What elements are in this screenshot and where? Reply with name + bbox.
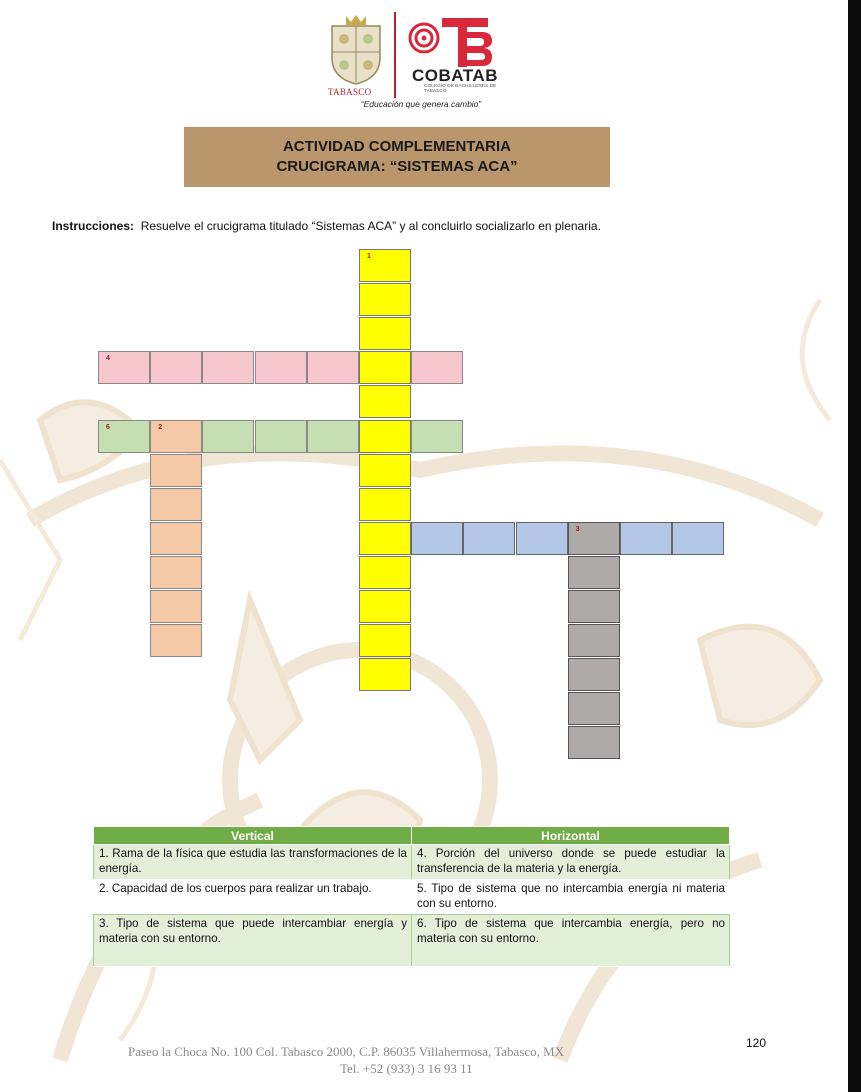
title-line-1: ACTIVIDAD COMPLEMENTARIA [282, 138, 512, 155]
tabasco-label: TABASCO [328, 87, 372, 97]
vertical-clue-2: 2. Capacidad de los cuerpos para realizar un trabajo. [94, 880, 412, 915]
page-number: 120 [746, 1036, 767, 1050]
crossword-cell-word-1[interactable] [359, 249, 411, 282]
crossword-cell-word-6[interactable] [202, 420, 254, 453]
crossword-cell-word-2[interactable] [150, 454, 202, 487]
crossword-cell-word-2[interactable] [150, 488, 202, 521]
crossword-cell-word-1[interactable] [359, 420, 411, 453]
crossword-cell-word-1[interactable] [359, 658, 411, 691]
crossword-cell-word-1[interactable] [359, 624, 411, 657]
crossword-cell-word-3[interactable] [568, 692, 620, 725]
crossword-cell-word-1[interactable] [359, 488, 411, 521]
clue-number-6: 6 [106, 423, 110, 431]
header-logos [326, 10, 516, 115]
crossword-cell-word-1[interactable] [359, 556, 411, 589]
crossword-cell-word-5[interactable] [672, 522, 724, 555]
clue-number-3: 3 [575, 525, 580, 533]
crossword-cell-word-6[interactable] [307, 420, 359, 453]
crossword-cell-word-3[interactable] [568, 624, 620, 657]
tabasco-crest-logo [326, 12, 386, 86]
crossword-cell-word-4[interactable] [202, 351, 254, 384]
crossword-cell-word-6[interactable] [98, 420, 150, 453]
title-banner [184, 127, 610, 187]
horizontal-clue-4: 4. Porción del universo donde se puede estudiar la transferencia de la materia y la energía. [412, 845, 730, 880]
crossword-cell-word-3[interactable] [568, 556, 620, 589]
title-line-2: CRUCIGRAMA: “SISTEMAS ACA” [276, 158, 518, 175]
crossword-cell-word-5[interactable] [516, 522, 568, 555]
crossword-cell-word-4[interactable] [255, 351, 307, 384]
clue-number-4: 4 [106, 355, 110, 363]
footer-address: Paseo la Choca No. 100 Col. Tabasco 2000, C.P. 86035 Villahermosa, Tabasco, MX [128, 1044, 565, 1059]
crossword-cell-word-4[interactable] [98, 351, 150, 384]
crossword-cell-word-3[interactable] [568, 522, 620, 555]
crossword-cell-word-1[interactable] [359, 283, 411, 316]
instructions [52, 219, 601, 233]
clue-number-2: 2 [158, 423, 163, 431]
instructions-label: Instrucciones: [52, 219, 135, 233]
crossword-cell-word-6[interactable] [255, 420, 307, 453]
crossword-cell-word-1[interactable] [359, 522, 411, 555]
clues-header-row [94, 827, 730, 845]
crossword-cell-word-1[interactable] [359, 317, 411, 350]
cobatab-logo [408, 14, 494, 70]
vertical-clue-1: 1. Rama de la física que estudia las transformaciones de la energía. [94, 845, 412, 880]
vertical-clue-3: 3. Tipo de sistema que puede intercambiar energía y materia con su entorno. [94, 915, 412, 967]
vertical-header: Vertical [94, 827, 412, 845]
crossword-cell-word-2[interactable] [150, 624, 202, 657]
crossword-cell-word-3[interactable] [568, 726, 620, 759]
crossword-cell-word-5[interactable] [411, 522, 463, 555]
crossword-cell-word-3[interactable] [568, 658, 620, 691]
crossword-cell-word-2[interactable] [150, 556, 202, 589]
horizontal-header: Horizontal [412, 827, 730, 845]
crossword-cell-word-5[interactable] [463, 522, 515, 555]
footer-phone: Tel. +52 (933) 3 16 93 11 [340, 1061, 473, 1076]
cobatab-subtitle: COLEGIO DE BACHILLERES DE TABASCO [424, 84, 497, 94]
crossword-cell-word-2[interactable] [150, 522, 202, 555]
crossword-cell-word-1[interactable] [359, 590, 411, 623]
logo-divider [394, 12, 396, 98]
clues-table [93, 826, 730, 967]
crossword-cell-word-1[interactable] [359, 351, 411, 384]
horizontal-clue-5: 5. Tipo de sistema que no intercambia energía ni materia con su entorno. [412, 880, 730, 915]
clue-number-1: 1 [367, 253, 371, 260]
crossword-cell-word-2[interactable] [150, 420, 202, 453]
crossword-cell-word-3[interactable] [568, 590, 620, 623]
right-edge-strip [848, 0, 861, 1092]
instructions-text: Resuelve el crucigrama titulado “Sistemas ACA” y al concluirlo socializarlo en plenaria. [140, 219, 601, 233]
cobatab-name: COBATAB [412, 66, 498, 85]
crossword-cell-word-1[interactable] [359, 385, 411, 418]
crossword-cell-word-4[interactable] [307, 351, 359, 384]
crossword-cell-word-2[interactable] [150, 590, 202, 623]
crossword-cell-word-4[interactable] [150, 351, 202, 384]
clue-row [94, 915, 730, 967]
clue-row [94, 880, 730, 915]
slogan: “Educación que genera cambio” [360, 99, 482, 109]
crossword-cell-word-1[interactable] [359, 454, 411, 487]
crossword-cell-word-4[interactable] [411, 351, 463, 384]
crossword-cell-word-6[interactable] [411, 420, 463, 453]
horizontal-clue-6: 6. Tipo de sistema que intercambia energía, pero no materia con su entorno. [412, 915, 730, 967]
clue-row [94, 845, 730, 880]
crossword-cell-word-5[interactable] [620, 522, 672, 555]
